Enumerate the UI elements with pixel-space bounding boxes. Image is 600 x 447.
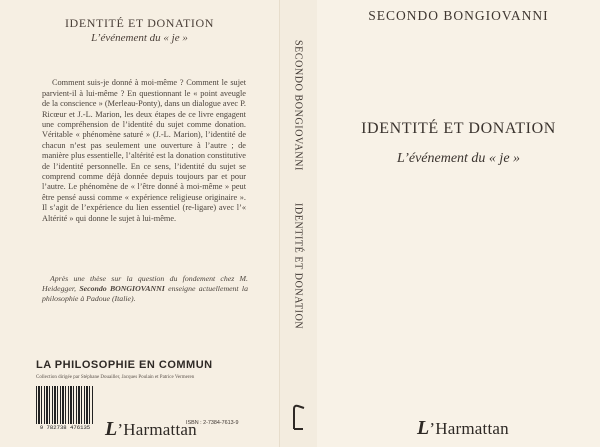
- bio-author-name: Secondo BONGIOVANNI: [79, 283, 165, 293]
- back-subtitle: L’événement du « je »: [91, 32, 188, 44]
- publisher-initial: L: [105, 418, 118, 440]
- barcode: [36, 386, 94, 432]
- spine-text: [288, 40, 308, 370]
- spine-title: IDENTITÉ ET DONATION: [292, 202, 304, 330]
- front-title: IDENTITÉ ET DONATION: [361, 120, 556, 137]
- barcode-bars: [36, 386, 94, 424]
- publisher-logo-front: [417, 417, 509, 440]
- harmattan-figure-icon: [290, 403, 308, 431]
- author-bio: [42, 274, 248, 304]
- spine-author: SECONDO BONGIOVANNI: [292, 40, 304, 171]
- bio-prefix: Après une thèse sur la question du fondement chez M. Heidegger,: [42, 273, 248, 293]
- bio-suffix: enseigne actuellement la philosophie à Padoue (Italie).: [42, 283, 248, 303]
- summary-text: Comment suis-je donné à moi-même ? Comment le sujet parvient-il à lui-même ? En questionnant le « point aveugle de la conscience » (Merleau-Ponty), dans un dialogue avec P. Ricœur et J.-L. Marion, les deux étapes de ce livre engagent une compréhension de l’identité du sujet comme donation. Véritable « phénomène saturé » (J.-L. Marion), l’identité de chacun n’est pas seulement une ouverture à l’autre ; de manière plus essentielle, l’altérité est la donation constitutive de l’identité personnelle. En ce sens, l’identité du sujet se comprend comme déjà donnée depuis toujours par et pour l’autre. Le phénomène de « l’être donné à moi-même » peut être pensé aussi comme « expérience religieuse originaire ». Il s’agit de l’expérience du lien essentiel (re-ligare) avec l’« Altérité » qui donne le sujet à lui-même.: [42, 78, 246, 223]
- front-cover: [317, 0, 600, 447]
- isbn: ISBN : 2-7384-7613-9: [186, 420, 239, 426]
- publisher-name: ’Harmattan: [117, 420, 197, 439]
- back-cover: [0, 0, 279, 447]
- back-title: IDENTITÉ ET DONATION: [64, 16, 215, 30]
- collection-credits: Collection dirigée par Stéphane Douailler, Jacques Poulain et Patrice Vermeren: [36, 375, 195, 380]
- barcode-digits: 9 782738 476135: [39, 424, 91, 431]
- publisher-initial: L: [417, 417, 430, 439]
- publisher-logo-back: [105, 418, 197, 441]
- front-author: SECONDO BONGIOVANNI: [368, 8, 549, 23]
- spine: [279, 0, 318, 447]
- front-subtitle: L’événement du « je »: [396, 151, 521, 166]
- collection-name: LA PHILOSOPHIE EN COMMUN: [36, 359, 213, 371]
- publisher-name: ’Harmattan: [429, 419, 509, 438]
